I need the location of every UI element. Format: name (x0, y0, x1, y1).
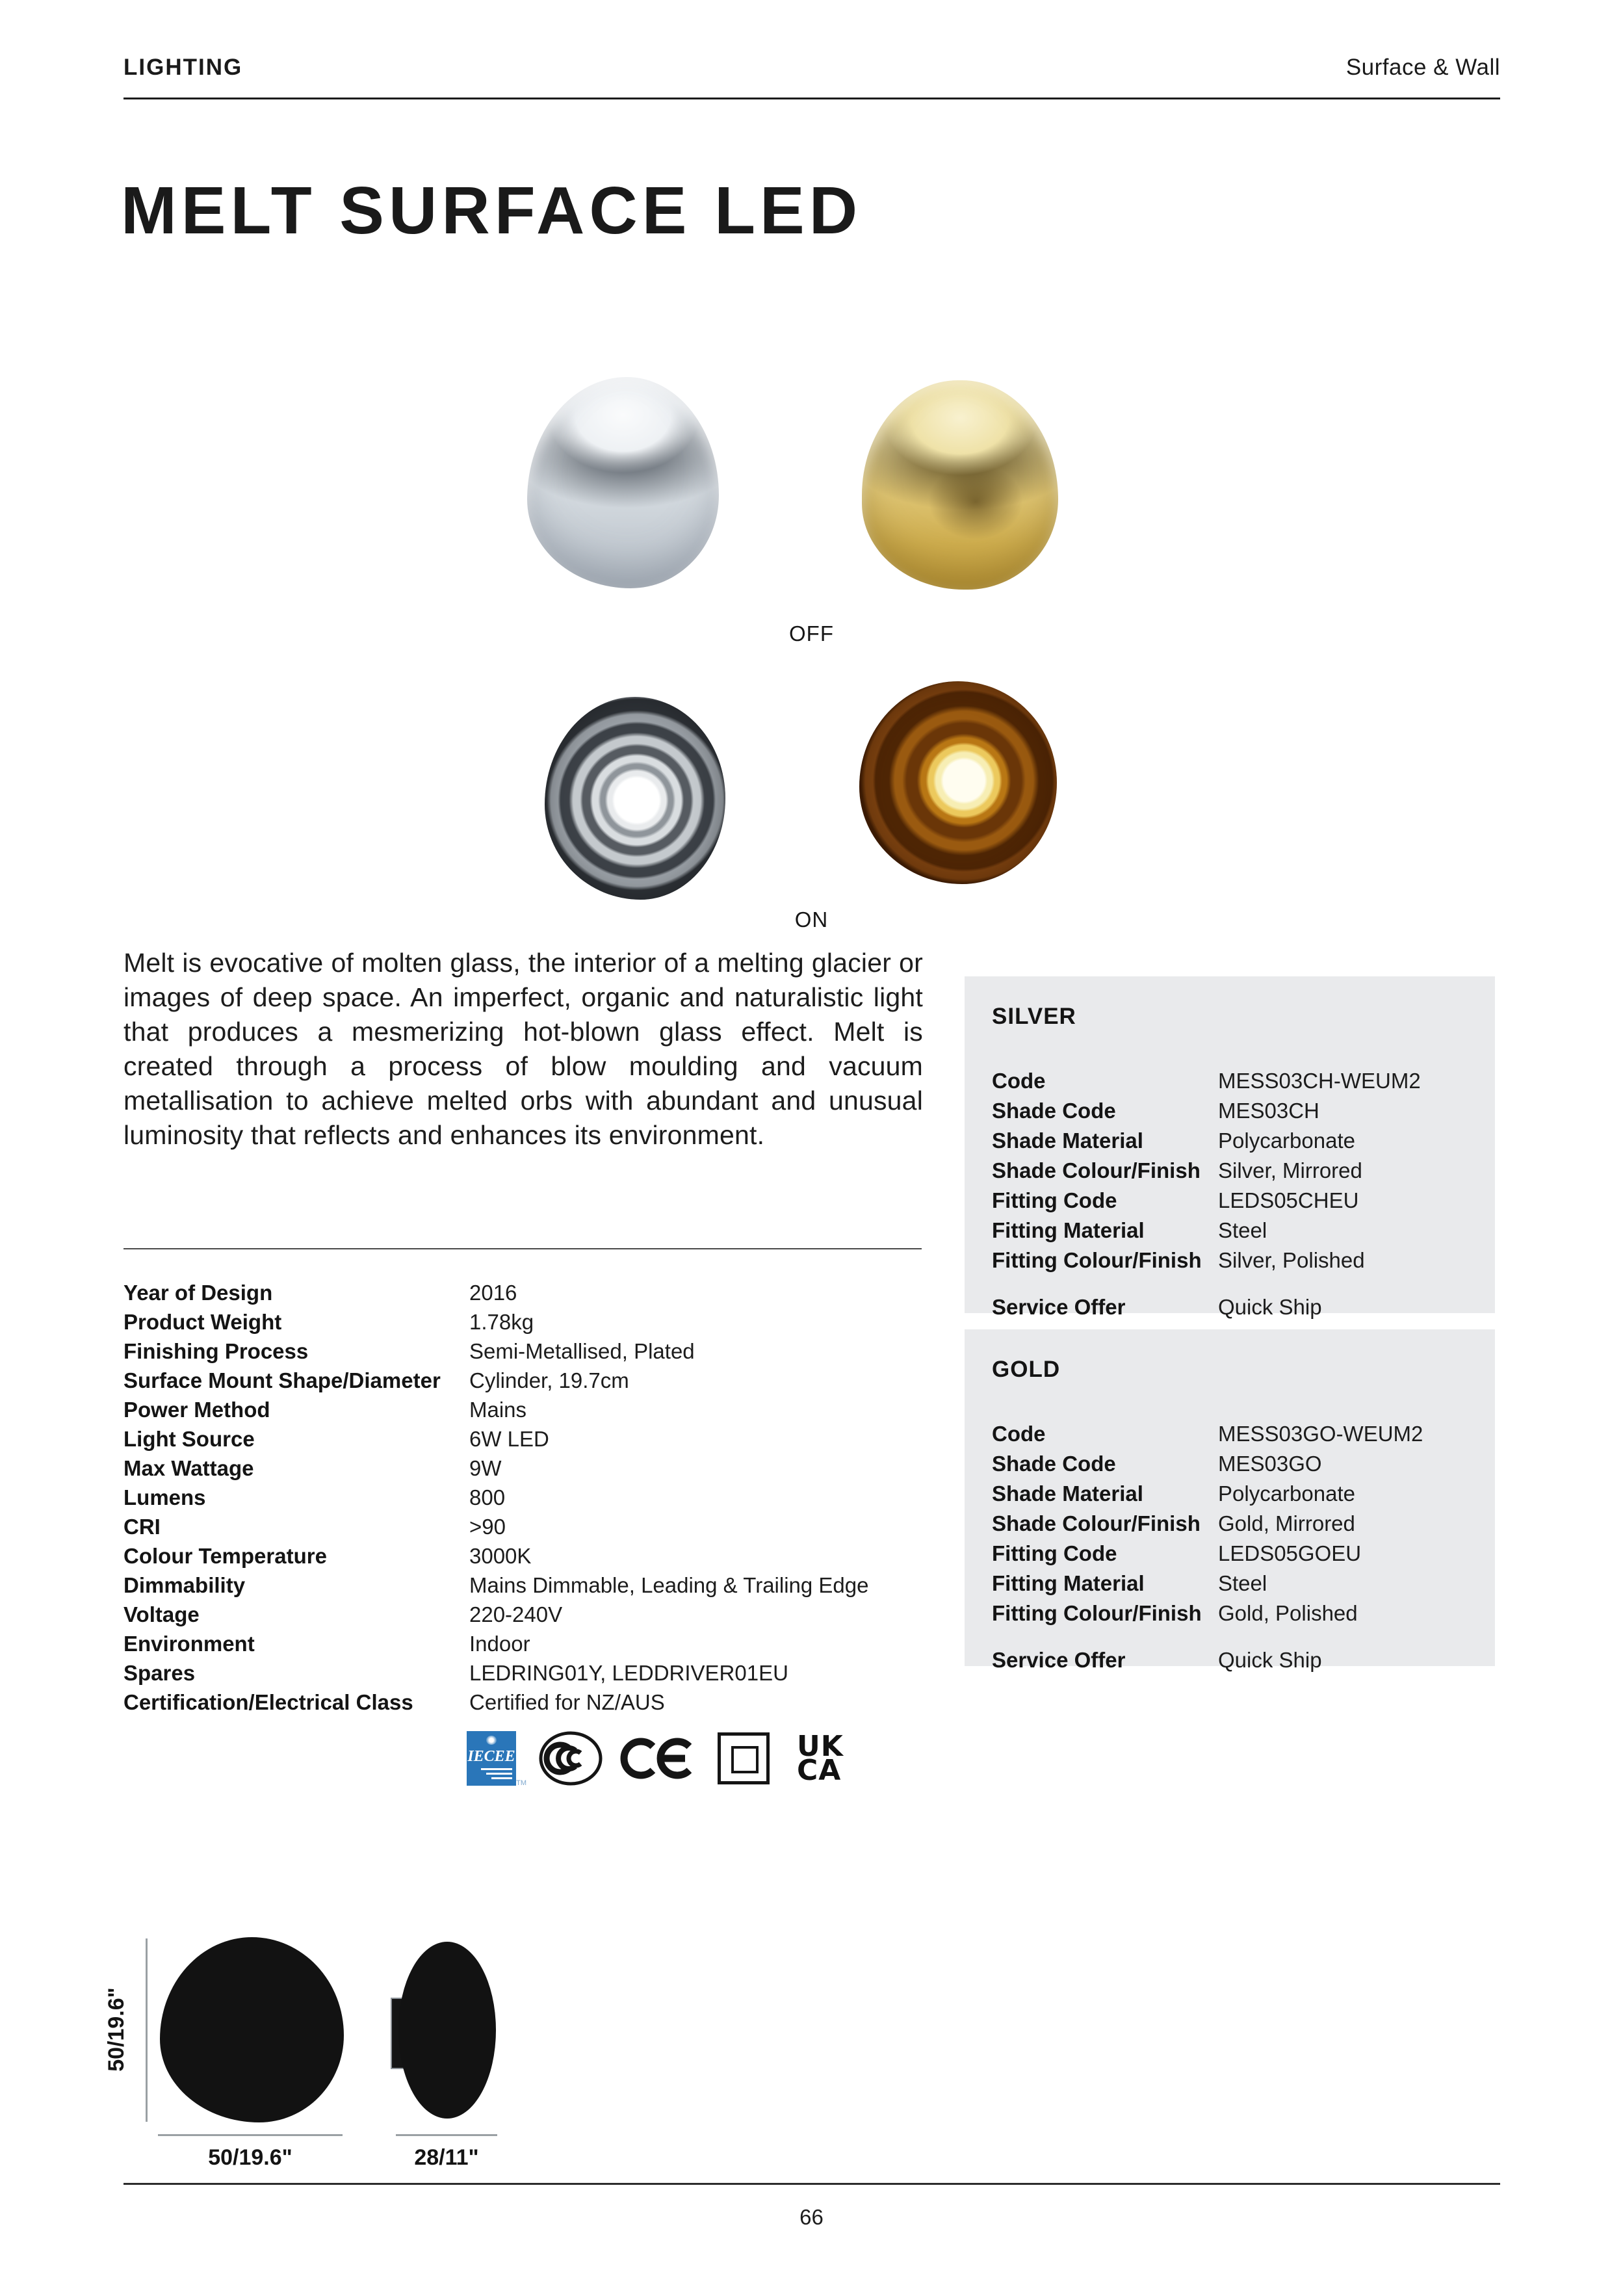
spec-row (123, 1483, 929, 1512)
variant-value: Quick Ship (1218, 1648, 1322, 1672)
variant-value: Silver, Mirrored (1218, 1158, 1362, 1182)
spec-label: Power Method (123, 1397, 270, 1422)
variant-box-gold (965, 1329, 1495, 1672)
spec-label: Surface Mount Shape/Diameter (123, 1368, 441, 1392)
ukca-icon (797, 1730, 844, 1787)
variant-box-silver (965, 976, 1495, 1319)
spec-row (123, 1366, 929, 1395)
depth-dimension-line (396, 2134, 497, 2136)
spec-label: Light Source (123, 1426, 255, 1451)
variant-row (992, 1509, 1469, 1539)
header-category: LIGHTING (123, 55, 243, 80)
spec-table (123, 1278, 929, 1717)
variant-value: MES03GO (1218, 1452, 1322, 1476)
spec-label: Product Weight (123, 1309, 282, 1334)
spec-row (123, 1278, 929, 1307)
header-rule (123, 98, 1500, 99)
variant-row (992, 1569, 1469, 1598)
iecee-tm-label: TM (516, 1779, 526, 1787)
iecee-stripes (481, 1768, 512, 1779)
spec-value: >90 (469, 1514, 506, 1539)
variant-row (992, 1598, 1469, 1628)
variant-label: Service Offer (992, 1295, 1126, 1319)
width-dimension-line (158, 2134, 343, 2136)
spec-value: 9W (469, 1455, 502, 1480)
variant-label: Shade Material (992, 1128, 1143, 1153)
spec-label: Spares (123, 1660, 196, 1685)
spec-value: 3000K (469, 1543, 532, 1568)
variant-row (992, 1449, 1469, 1479)
variant-value: Gold, Mirrored (1218, 1511, 1355, 1535)
spec-value: 220-240V (469, 1602, 563, 1626)
variant-value: Steel (1218, 1218, 1267, 1242)
spec-label: Max Wattage (123, 1455, 254, 1480)
variant-row (992, 1186, 1469, 1216)
variant-row (992, 1216, 1469, 1246)
front-view-silhouette (160, 1937, 344, 2122)
variant-title: SILVER (992, 1004, 1076, 1029)
ccc-icon (538, 1731, 603, 1786)
spec-row (123, 1571, 929, 1600)
spec-label: Finishing Process (123, 1338, 309, 1363)
variant-row (992, 1479, 1469, 1509)
spec-value: Mains (469, 1397, 527, 1422)
header-section: Surface & Wall (1345, 55, 1500, 80)
ukca-line1: UK (797, 1730, 844, 1763)
variant-label: Shade Colour/Finish (992, 1158, 1201, 1182)
variant-service-row (992, 1292, 1469, 1322)
page-title: MELT SURFACE LED (121, 173, 863, 248)
product-description: Melt is evocative of molten glass, the interior of a melting glacier or images of deep space. An imperfect, organic and naturalistic light that produces a mesmerizing hot-blown glass effect. Melt is created through a process of blow moulding and vacuum metallisation to achieve melted orbs with abundant and unusual luminosity that reflects and enhances its environment. (123, 948, 923, 1150)
spec-row (123, 1424, 929, 1454)
variant-label: Fitting Code (992, 1188, 1117, 1212)
variant-value: MESS03CH-WEUM2 (1218, 1069, 1421, 1093)
variant-label: Fitting Material (992, 1218, 1145, 1242)
spec-label: Voltage (123, 1602, 200, 1626)
spec-row (123, 1337, 929, 1366)
spec-row (123, 1454, 929, 1483)
ce-icon (620, 1731, 698, 1786)
spec-label: Certification/Electrical Class (123, 1689, 413, 1714)
spec-value: 6W LED (469, 1426, 549, 1451)
variant-row (992, 1156, 1469, 1186)
spec-value: LEDRING01Y, LEDDRIVER01EU (469, 1660, 788, 1685)
spec-label: CRI (123, 1514, 161, 1539)
variant-value: LEDS05GOEU (1218, 1541, 1362, 1565)
off-label: OFF (789, 621, 834, 646)
spec-row (123, 1395, 929, 1424)
spec-value: Certified for NZ/AUS (469, 1689, 665, 1714)
variant-row (992, 1539, 1469, 1569)
spec-value: 800 (469, 1485, 506, 1509)
product-photo-gold-on (859, 681, 1057, 884)
product-photo-silver-on (545, 697, 725, 900)
spec-row (123, 1658, 929, 1688)
variant-row (992, 1246, 1469, 1275)
variant-value: MES03CH (1218, 1099, 1319, 1123)
width-dimension-label: 50/19.6" (208, 2145, 292, 2170)
product-photo-silver-off (527, 377, 719, 588)
variant-label: Fitting Code (992, 1541, 1117, 1565)
variant-title: GOLD (992, 1357, 1061, 1382)
variant-service-row (992, 1645, 1469, 1675)
certification-icons (467, 1729, 844, 1788)
variant-label: Shade Code (992, 1452, 1116, 1476)
variant-label: Fitting Colour/Finish (992, 1601, 1202, 1625)
iecee-lamp-glyph (486, 1736, 497, 1745)
spec-label: Environment (123, 1631, 255, 1656)
variant-value: Steel (1218, 1571, 1267, 1595)
spec-value: Cylinder, 19.7cm (469, 1368, 629, 1392)
product-photo-gold-off (862, 380, 1058, 590)
spec-label: Lumens (123, 1485, 206, 1509)
spec-label: Dimmability (123, 1572, 246, 1597)
spec-value: 2016 (469, 1280, 517, 1305)
page-number: 66 (799, 2205, 824, 2229)
variant-value: Polycarbonate (1218, 1128, 1355, 1153)
variant-value: Gold, Polished (1218, 1601, 1358, 1625)
variant-label: Shade Material (992, 1481, 1143, 1506)
ukca-line2: CA (797, 1754, 842, 1787)
variant-label: Fitting Colour/Finish (992, 1248, 1202, 1272)
iecee-label: IECEE (467, 1748, 515, 1765)
height-dimension-line (146, 1938, 148, 2122)
depth-dimension-label: 28/11" (414, 2145, 479, 2170)
spec-row (123, 1307, 929, 1337)
spec-row (123, 1629, 929, 1658)
height-dimension-label: 50/19.6" (104, 1987, 129, 2072)
spec-row (123, 1600, 929, 1629)
spec-value: Semi-Metallised, Plated (469, 1338, 695, 1363)
iecee-icon (467, 1731, 526, 1787)
spec-value: 1.78kg (469, 1309, 534, 1334)
variant-label: Shade Code (992, 1099, 1116, 1123)
spec-row (123, 1688, 929, 1717)
variant-label: Code (992, 1422, 1046, 1446)
variant-label: Service Offer (992, 1648, 1126, 1672)
variant-value: LEDS05CHEU (1218, 1188, 1359, 1212)
spec-divider (123, 1248, 922, 1249)
variant-label: Code (992, 1069, 1046, 1093)
variant-row (992, 1126, 1469, 1156)
spec-label: Year of Design (123, 1280, 273, 1305)
variant-value: Quick Ship (1218, 1295, 1322, 1319)
spec-value: Mains Dimmable, Leading & Trailing Edge (469, 1572, 869, 1597)
on-label: ON (794, 907, 829, 932)
spec-row (123, 1512, 929, 1541)
variant-row (992, 1419, 1469, 1449)
variant-row (992, 1096, 1469, 1126)
variant-value: MESS03GO-WEUM2 (1218, 1422, 1423, 1446)
variant-value: Polycarbonate (1218, 1481, 1355, 1506)
side-view-silhouette (398, 1942, 496, 2119)
spec-row (123, 1541, 929, 1571)
spec-label: Colour Temperature (123, 1543, 327, 1568)
variant-label: Shade Colour/Finish (992, 1511, 1201, 1535)
footer-rule (123, 2183, 1500, 2185)
variant-value: Silver, Polished (1218, 1248, 1365, 1272)
variant-row (992, 1066, 1469, 1096)
spec-value: Indoor (469, 1631, 530, 1656)
class-ii-icon (718, 1732, 770, 1784)
class-ii-inner-square (731, 1746, 759, 1773)
variant-label: Fitting Material (992, 1571, 1145, 1595)
